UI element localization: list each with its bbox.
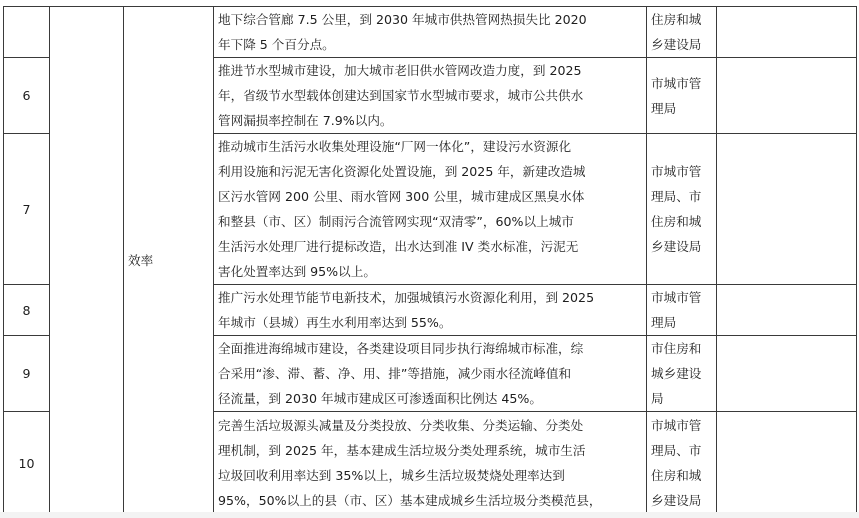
responsible-department [647,412,717,515]
department-line: 局 [651,391,664,406]
department-line: 住房和城 [651,214,702,229]
responsible-department [647,7,717,58]
row-number: 10 [4,412,50,515]
content-line: 年下降 5 个百分点。 [218,37,335,52]
content-line: 地下综合管廊 7.5 公里，到 2030 年城市供热管网热损失比 2020 [218,12,587,27]
content-line: 利用设施和污泥无害化资源化处置设施，到 2025 年，新建改造城 [218,164,586,179]
content-line: 合采用“渗、滞、蓄、净、用、排”等措施，减少雨水径流峰值和 [218,366,572,381]
content-line: 推动城市生活污水收集处理设施“厂网一体化”，建设污水资源化 [218,139,572,154]
responsible-department [647,58,717,134]
content-line: 理机制，到 2025 年，基本建成生活垃圾分类处理系统，城市生活 [218,443,586,458]
content-line: 年城市（县城）再生水利用率达到 55%。 [218,315,452,330]
department-line: 住房和城 [651,12,702,27]
remarks-cell [717,58,857,134]
task-content [214,58,647,134]
department-line: 城乡建设 [651,366,702,381]
row-number: 8 [4,285,50,336]
department-line: 理局、市 [651,189,702,204]
remarks-cell [717,285,857,336]
department-line: 市住房和 [651,341,702,356]
row-number: 7 [4,134,50,285]
row-number [4,7,50,58]
department-line: 市城市管 [651,164,702,179]
content-line: 年，省级节水型载体创建达到国家节水型城市要求，城市公共供水 [218,88,584,103]
task-content [214,7,647,58]
department-line: 乡建设局 [651,239,702,254]
task-content [214,336,647,412]
content-line: 全面推进海绵城市建设，各类建设项目同步执行海绵城市标准，综 [218,341,584,356]
remarks-cell [717,7,857,58]
responsible-department [647,285,717,336]
content-line: 管网漏损率控制在 7.9%以内。 [218,113,393,128]
content-line: 区污水管网 200 公里、雨水管网 300 公里，城市建成区黑臭水体 [218,189,585,204]
task-content [214,134,647,285]
content-line: 害化处置率达到 95%以上。 [218,264,376,279]
remarks-cell [717,336,857,412]
content-line: 95%，50%以上的县（市、区）基本建成城乡生活垃圾分类模范县， [218,493,602,508]
category-label: 效率 [128,253,154,268]
department-line: 市城市管 [651,418,702,433]
page-bottom-margin [0,512,859,518]
department-line: 理局 [651,315,677,330]
table-row [4,7,857,58]
department-line: 乡建设局 [651,493,702,508]
task-content [214,285,647,336]
row-number: 6 [4,58,50,134]
responsible-department [647,134,717,285]
content-line: 推广污水处理节能节电新技术，加强城镇污水资源化利用，到 2025 [218,290,595,305]
department-line: 理局、市 [651,443,702,458]
row-number: 9 [4,336,50,412]
content-line: 和整县（市、区）制雨污合流管网实现“双清零”，60%以上城市 [218,214,574,229]
category-cell [124,7,214,515]
department-line: 市城市管 [651,290,702,305]
content-line: 生活污水处理厂进行提标改造，出水达到准 IV 类水标准，污泥无 [218,239,579,254]
department-line: 市城市管 [651,75,702,91]
department-line: 乡建设局 [651,37,702,52]
content-line: 径流量，到 2030 年城市建成区可渗透面积比例达 45%。 [218,391,542,406]
department-line: 理局 [651,100,677,116]
task-content [214,412,647,515]
content-line: 垃圾回收利用率达到 35%以上，城乡生活垃圾焚烧处理率达到 [218,468,565,483]
content-line: 完善生活垃圾源头减量及分类投放、分类收集、分类运输、分类处 [218,418,584,433]
group-cell [50,7,124,515]
responsible-department [647,336,717,412]
content-line: 推进节水型城市建设，加大城市老旧供水管网改造力度，到 2025 [218,63,582,78]
remarks-cell [717,412,857,515]
remarks-cell [717,134,857,285]
department-line: 住房和城 [651,468,702,483]
task-table [3,6,857,515]
